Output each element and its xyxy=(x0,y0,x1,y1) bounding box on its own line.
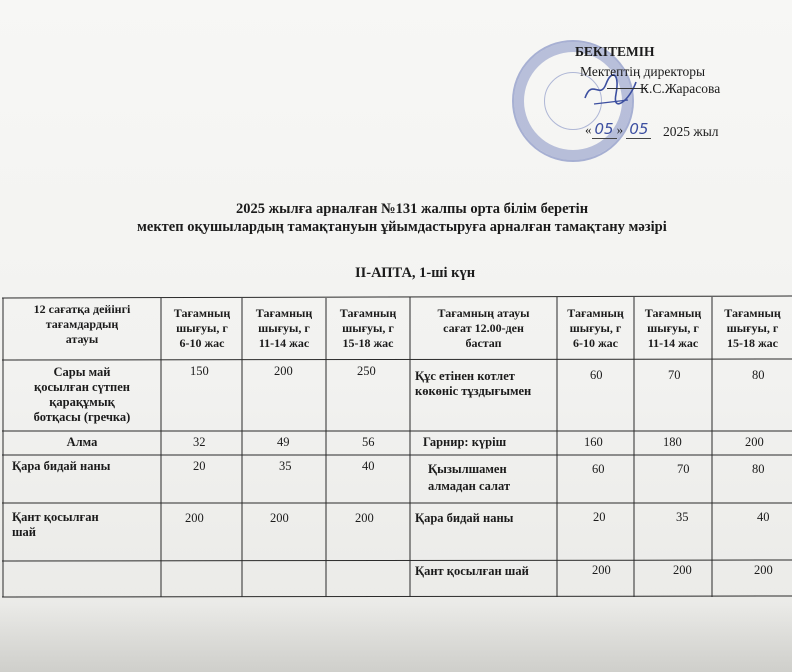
date-open-quote: « xyxy=(585,122,592,137)
header-right-age-15-18: Тағамның шығуы, г 15-18 жас xyxy=(724,306,781,350)
row4-right-value-6-10: 20 xyxy=(593,510,606,524)
row2-left-value-6-10: 32 xyxy=(193,435,206,449)
date-month: 05 xyxy=(626,120,651,139)
row4-right-value-15-18: 40 xyxy=(757,510,770,524)
row4-right-food: Қара бидай наны xyxy=(415,511,514,525)
row5-right-value-6-10: 200 xyxy=(592,563,611,577)
row2-right-food: Гарнир: күріш xyxy=(423,435,507,449)
row1-right-food: Құс етінен котлет көкөніс тұздығымен xyxy=(415,369,532,398)
approval-year: 2025 жыл xyxy=(663,124,719,139)
header-left-age-15-18: Тағамның шығуы, г 15-18 жас xyxy=(339,306,397,350)
row1-right-value-6-10: 60 xyxy=(590,368,603,382)
row2-right-value-11-14: 180 xyxy=(663,435,682,449)
row1-left-value-6-10: 150 xyxy=(190,364,209,378)
row1-left-food: Сары май қосылған сүтпен қарақұмық ботқасы (гречка) xyxy=(33,365,131,424)
row3-left-value-6-10: 20 xyxy=(193,459,206,473)
row2-left-food: Алма xyxy=(66,435,98,449)
header-left-food-name: 12 сағатқа дейінгі тағамдардың атауы xyxy=(33,302,131,346)
row3-left-value-15-18: 40 xyxy=(362,459,375,473)
row4-left-value-11-14: 200 xyxy=(270,511,289,525)
header-right-age-6-10: Тағамның шығуы, г 6-10 жас xyxy=(567,306,624,350)
row1-left-value-15-18: 250 xyxy=(357,364,376,378)
header-left-age-6-10: Тағамның шығуы, г 6-10 жас xyxy=(173,306,231,350)
row3-left-value-11-14: 35 xyxy=(279,459,292,473)
row1-right-value-11-14: 70 xyxy=(668,368,681,382)
row2-right-value-15-18: 200 xyxy=(745,435,764,449)
row4-left-value-15-18: 200 xyxy=(355,511,374,525)
date-day: 05 xyxy=(592,120,617,139)
row3-right-value-11-14: 70 xyxy=(677,462,690,476)
document-title-line2: мектеп оқушылардың тамақтануын ұйымдастыруға арналған тамақтану мәзірі xyxy=(137,219,667,235)
row4-left-food: Қант қосылған шай xyxy=(12,510,99,539)
row5-right-value-11-14: 200 xyxy=(673,563,692,577)
row2-left-value-15-18: 56 xyxy=(362,435,375,449)
document-title-line1: 2025 жылға арналған №131 жалпы орта білім беретін xyxy=(236,201,589,217)
approval-title: БЕКІТЕМІН xyxy=(575,44,655,59)
header-right-food-name: Тағамның атауы сағат 12.00-ден бастап xyxy=(437,306,530,350)
approval-role: Мектептің директоры xyxy=(580,64,706,79)
approval-name: К.С.Жарасова xyxy=(640,81,721,96)
row5-right-food: Қант қосылған шай xyxy=(415,564,529,578)
row2-left-value-11-14: 49 xyxy=(277,435,290,449)
header-left-age-11-14: Тағамның шығуы, г 11-14 жас xyxy=(255,306,313,350)
week-day-heading: ІІ-АПТА, 1-ші күн xyxy=(355,265,476,281)
row4-left-value-6-10: 200 xyxy=(185,511,204,525)
header-right-age-11-14: Тағамның шығуы, г 11-14 жас xyxy=(644,306,702,350)
row1-left-value-11-14: 200 xyxy=(274,364,293,378)
date-close-quote: » xyxy=(616,122,624,137)
row5-right-value-15-18: 200 xyxy=(754,563,773,577)
row4-right-value-11-14: 35 xyxy=(676,510,689,524)
row3-right-value-15-18: 80 xyxy=(752,462,765,476)
row1-right-value-15-18: 80 xyxy=(752,368,765,382)
row2-right-value-6-10: 160 xyxy=(584,435,603,449)
row3-left-food: Қара бидай наны xyxy=(12,459,111,473)
row3-right-food: Қызылшамен алмадан салат xyxy=(428,462,511,493)
row3-right-value-6-10: 60 xyxy=(592,462,605,476)
